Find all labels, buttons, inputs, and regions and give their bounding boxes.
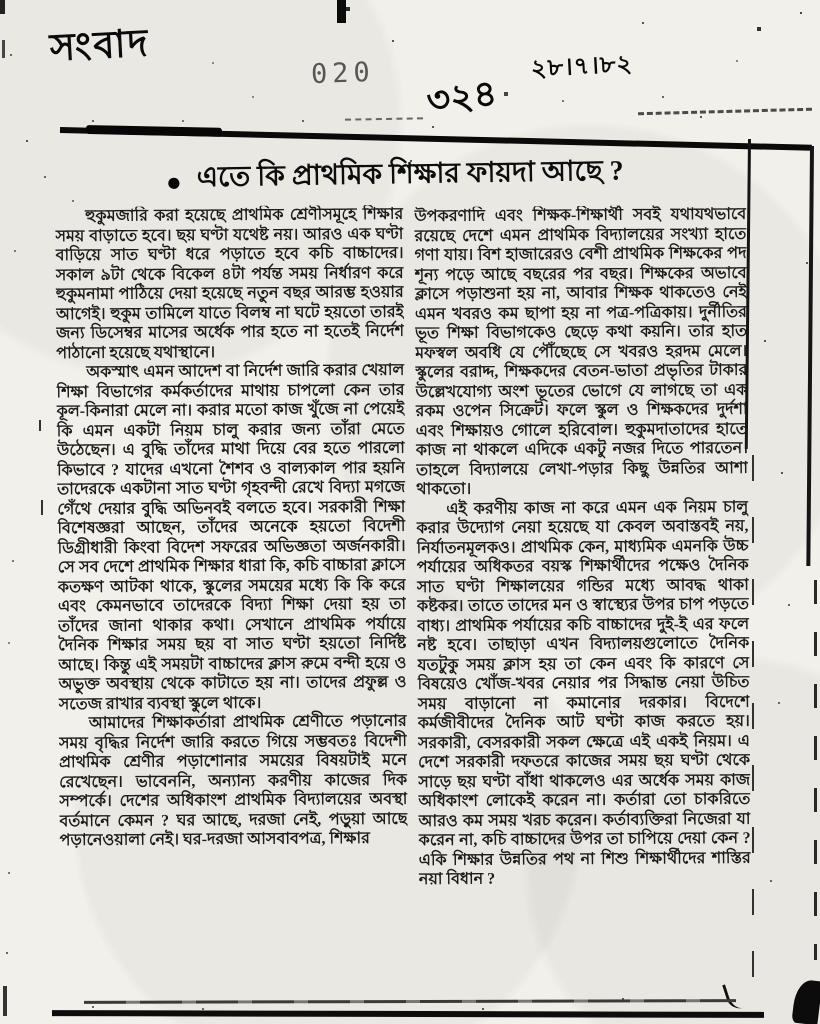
handwritten-folio-number: ৩২৪ [424,72,499,122]
article-paragraph: উপকরণাদি এবং শিক্ষক-শিক্ষার্থী সবই যথাযথভাবে রয়েছে দেশে এমন প্রাথমিক বিদ্যালয়ের সংখ্যা হাতে গণা যায়। বিশ হাজারেরও বেশী প্রাথমিক শিক্ষকের পদ শূন্য পড়ে আছে বছরের পর বছর। শিক্ষকের অভাবে ক্লাসে পড়াশুনা হয় না, আবার শিক্ষক থাকতেও নেই এমন খবরও কম ছাপা হয় না পত্র-পত্রিকায়। দুর্নীতির ভূত শিক্ষা বিভাগকেও ছেড়ে কথা কয়নি। তার হাত মফস্বল অবধি যে পৌঁছেছে সে খবরও হরদম মেলে। স্কুলের বরাদ্দ, শিক্ষকদের বেতন-ভাতা প্রভৃতির টাকার উল্লেখযোগ্য অংশ ভূতের ভোগে যে লাগছে তা এক রকম ওপেন সিক্রেট। ফলে স্কুল ও শিক্ষকদের দুর্দশা এবং শিক্ষায়ও গোলে হরিবোল। হুকুমদাতাদের হাতে কাজ না থাকলে এদিকে একটু নজর দিতে পারতেন। তাহলে বিদ্যালয়ে লেখা-পড়ার কিছু উন্নতির আশা থাকতো। [414,205,749,499]
article-column-right [414,205,752,1009]
article-paragraph: অকস্মাৎ এমন আদেশ বা নির্দেশ জারি করার খেয়াল শিক্ষা বিভাগের কর্মকর্তাদের মাথায় চাপলো কেন তার কূল-কিনারা মেলে না। করার মতো কাজ খুঁজে না পেয়েই কি এমন একটা নিয়ম চালু করার জন্য তাঁরা মেতে উঠেছেন। এ বুদ্ধি তাঁদের মাথা দিয়ে বের হতে পারলো কিভাবে ? যাদের এখনো শৈশব ও বাল্যকাল পার হয়নি তাদেরকে একটানা সাত ঘণ্টা গৃহবন্দী রেখে বিদ্যা মগজে গেঁথে দেয়ার বুদ্ধি অভিনবই বলতে হবে। সরকারী শিক্ষা বিশেষজ্ঞরা আছেন, তাঁদের অনেকে হয়তো বিদেশী ডিগ্রীধারী কিংবা বিদেশ সফরের অভিজ্ঞতা অর্জনকারী। সে সব দেশে প্রাথমিক শিক্ষার ধারা কি, কচি বাচ্চারা ক্লাসে কতক্ষণ আটকা থাকে, স্কুলের সময়ের মধ্যে কি কি করে এবং কেমনভাবে তাদেরকে বিদ্যা শিক্ষা দেয়া হয় তা তাঁদের জানা থাকার কথা। সেখানে প্রাথমিক পর্যায়ে দৈনিক শিক্ষার সময় ছয় বা সাত ঘণ্টা হয়তো নির্দিষ্ট আছে। কিন্তু এই সময়টা বাচ্চাদের ক্লাস রুমে বন্দী হয়ে ও অভুক্ত অবস্থায় থেকে কাটাতে হয় না। তাদের প্রফুল্ল ও সতেজ রাখার ব্যবস্থা স্কুলে থাকে। [56,361,407,713]
pen-dash-mark [345,117,423,120]
column-rule-dashed [752,455,754,995]
article-headline-row [166,143,773,211]
edge-tick-mark [0,0,5,14]
clipping-right-edge-dashes [814,580,817,960]
handwritten-date: ২৮।৭।৮২ [530,51,634,83]
corner-ink-blob [791,979,820,1024]
clipping-top-border-thick-end [86,125,222,137]
clipping-bottom-border [52,1010,764,1018]
margin-mark [41,500,43,515]
clipping-right-edge-border [806,146,814,566]
page-number-stamp: 020 [310,56,376,91]
article-headline: এতে কি প্রাথমিক শিক্ষার ফায়দা আছে ? [196,155,624,194]
headline-bullet-icon: ● [165,167,182,197]
edge-tick-mark [3,986,7,1016]
margin-mark [39,420,41,431]
article-paragraph: আমাদের শিক্ষাকর্তারা প্রাথমিক শ্রেণীতে পড়ানোর সময় বৃদ্ধির নির্দেশ জারি করতে গিয়ে সম্ভবতঃ বিদেশী প্রাথমিক শ্রেণীর পড়াশোনার সময়ের বিষয়টাই মনে রেখেছেন। ভাবেননি, অন্যান্য করণীয় কাজের দিক সম্পর্কে। দেশের অধিকাংশ প্রাথমিক বিদ্যালয়ের অবস্থা বর্তমানে কেমন ? ঘর আছে, দরজা নেই, পড়ুয়া আছে পড়ানেওয়ালা নেই। ঘর-দরজা আসবাবপত্র, শিক্ষার [58,712,408,850]
article-column-left [55,205,409,1009]
edge-tick-mark [337,0,346,23]
pen-dash-mark [638,108,812,116]
edge-tick-mark [2,40,5,58]
article-paragraph: এই করণীয় কাজ না করে এমন এক নিয়ম চালু করার উদ্যোগ নেয়া হয়েছে যা কেবল অবাস্তবই নয়, নির্যাতনমূলকও। প্রাথমিক কেন, মাধ্যমিক এমনকি উচ্চ পর্যায়ের অধিকতর বয়স্ক শিক্ষার্থীদের পক্ষেও দৈনিক সাত ঘণ্টা শিক্ষালয়ের গন্ডির মধ্যে আবদ্ধ থাকা কষ্টকর। তাতে তাদের মন ও স্বাস্থ্যের উপর চাপ পড়তে বাধ্য। প্রাথমিক পর্যায়ের কচি বাচ্চাদের দুই-ই এর ফলে নষ্ট হবে। তাছাড়া এখন বিদ্যালয়গুলোতে দৈনিক যতটুকু সময় ক্লাস হয় তা কেন এবং কি কারণে সে বিষয়েও খোঁজ-খবর নেয়ার পর সিদ্ধান্ত নেয়া উচিত সময় বাড়ানো না কমানোর দরকার। বিদেশে কর্মজীবীদের দৈনিক আট ঘণ্টা কাজ করতে হয়। সরকারী, বেসরকারী সকল ক্ষেত্রে এই একই নিয়ম। এ দেশে সরকারী দফতরে কাজের সময় ছয় ঘণ্টা থেকে সাড়ে ছয় ঘণ্টা বাঁধা থাকলেও এর অর্ধেক সময় কাজ অধিকাংশ লোকেই করেন না। কর্তারা তো চাকরিতে আরও কম সময় খরচ করেন। কর্তাব্যক্তিরা নিজেরা যা করেন না, কচি বাচ্চাদের উপর তা চাপিয়ে দেয়া কেন ? একি শিক্ষার উন্নতির পথ না শিশু শিক্ষার্থীদের শাস্তির নয়া বিধান ? [416,498,751,889]
handwritten-source-label: সংবাদ [48,22,151,70]
article-paragraph: হুকুমজারি করা হয়েছে প্রাথমিক শ্রেণীসমূহে শিক্ষার সময় বাড়াতে হবে। ছয় ঘণ্টা যথেষ্ট নয়। আরও এক ঘণ্টা বাড়িয়ে সাত ঘণ্টা ধরে পড়াতে হবে কচি বাচ্চাদের। সকাল ৯টা থেকে বিকেল ৪টা পর্যন্ত সময় নির্ধারণ করে হুকুমনামা পাঠিয়ে দেয়া হয়েছে নতুন বছর আরম্ভ হওয়ার আগেই। হুকুম তামিলে যাতে বিলম্ব না ঘটে হয়তো তারই জন্য ডিসেম্বর মাসের অর্ধেক পার হতে না হতেই নির্দেশ পাঠানো হয়েছে যথাস্থানে। [55,205,405,362]
